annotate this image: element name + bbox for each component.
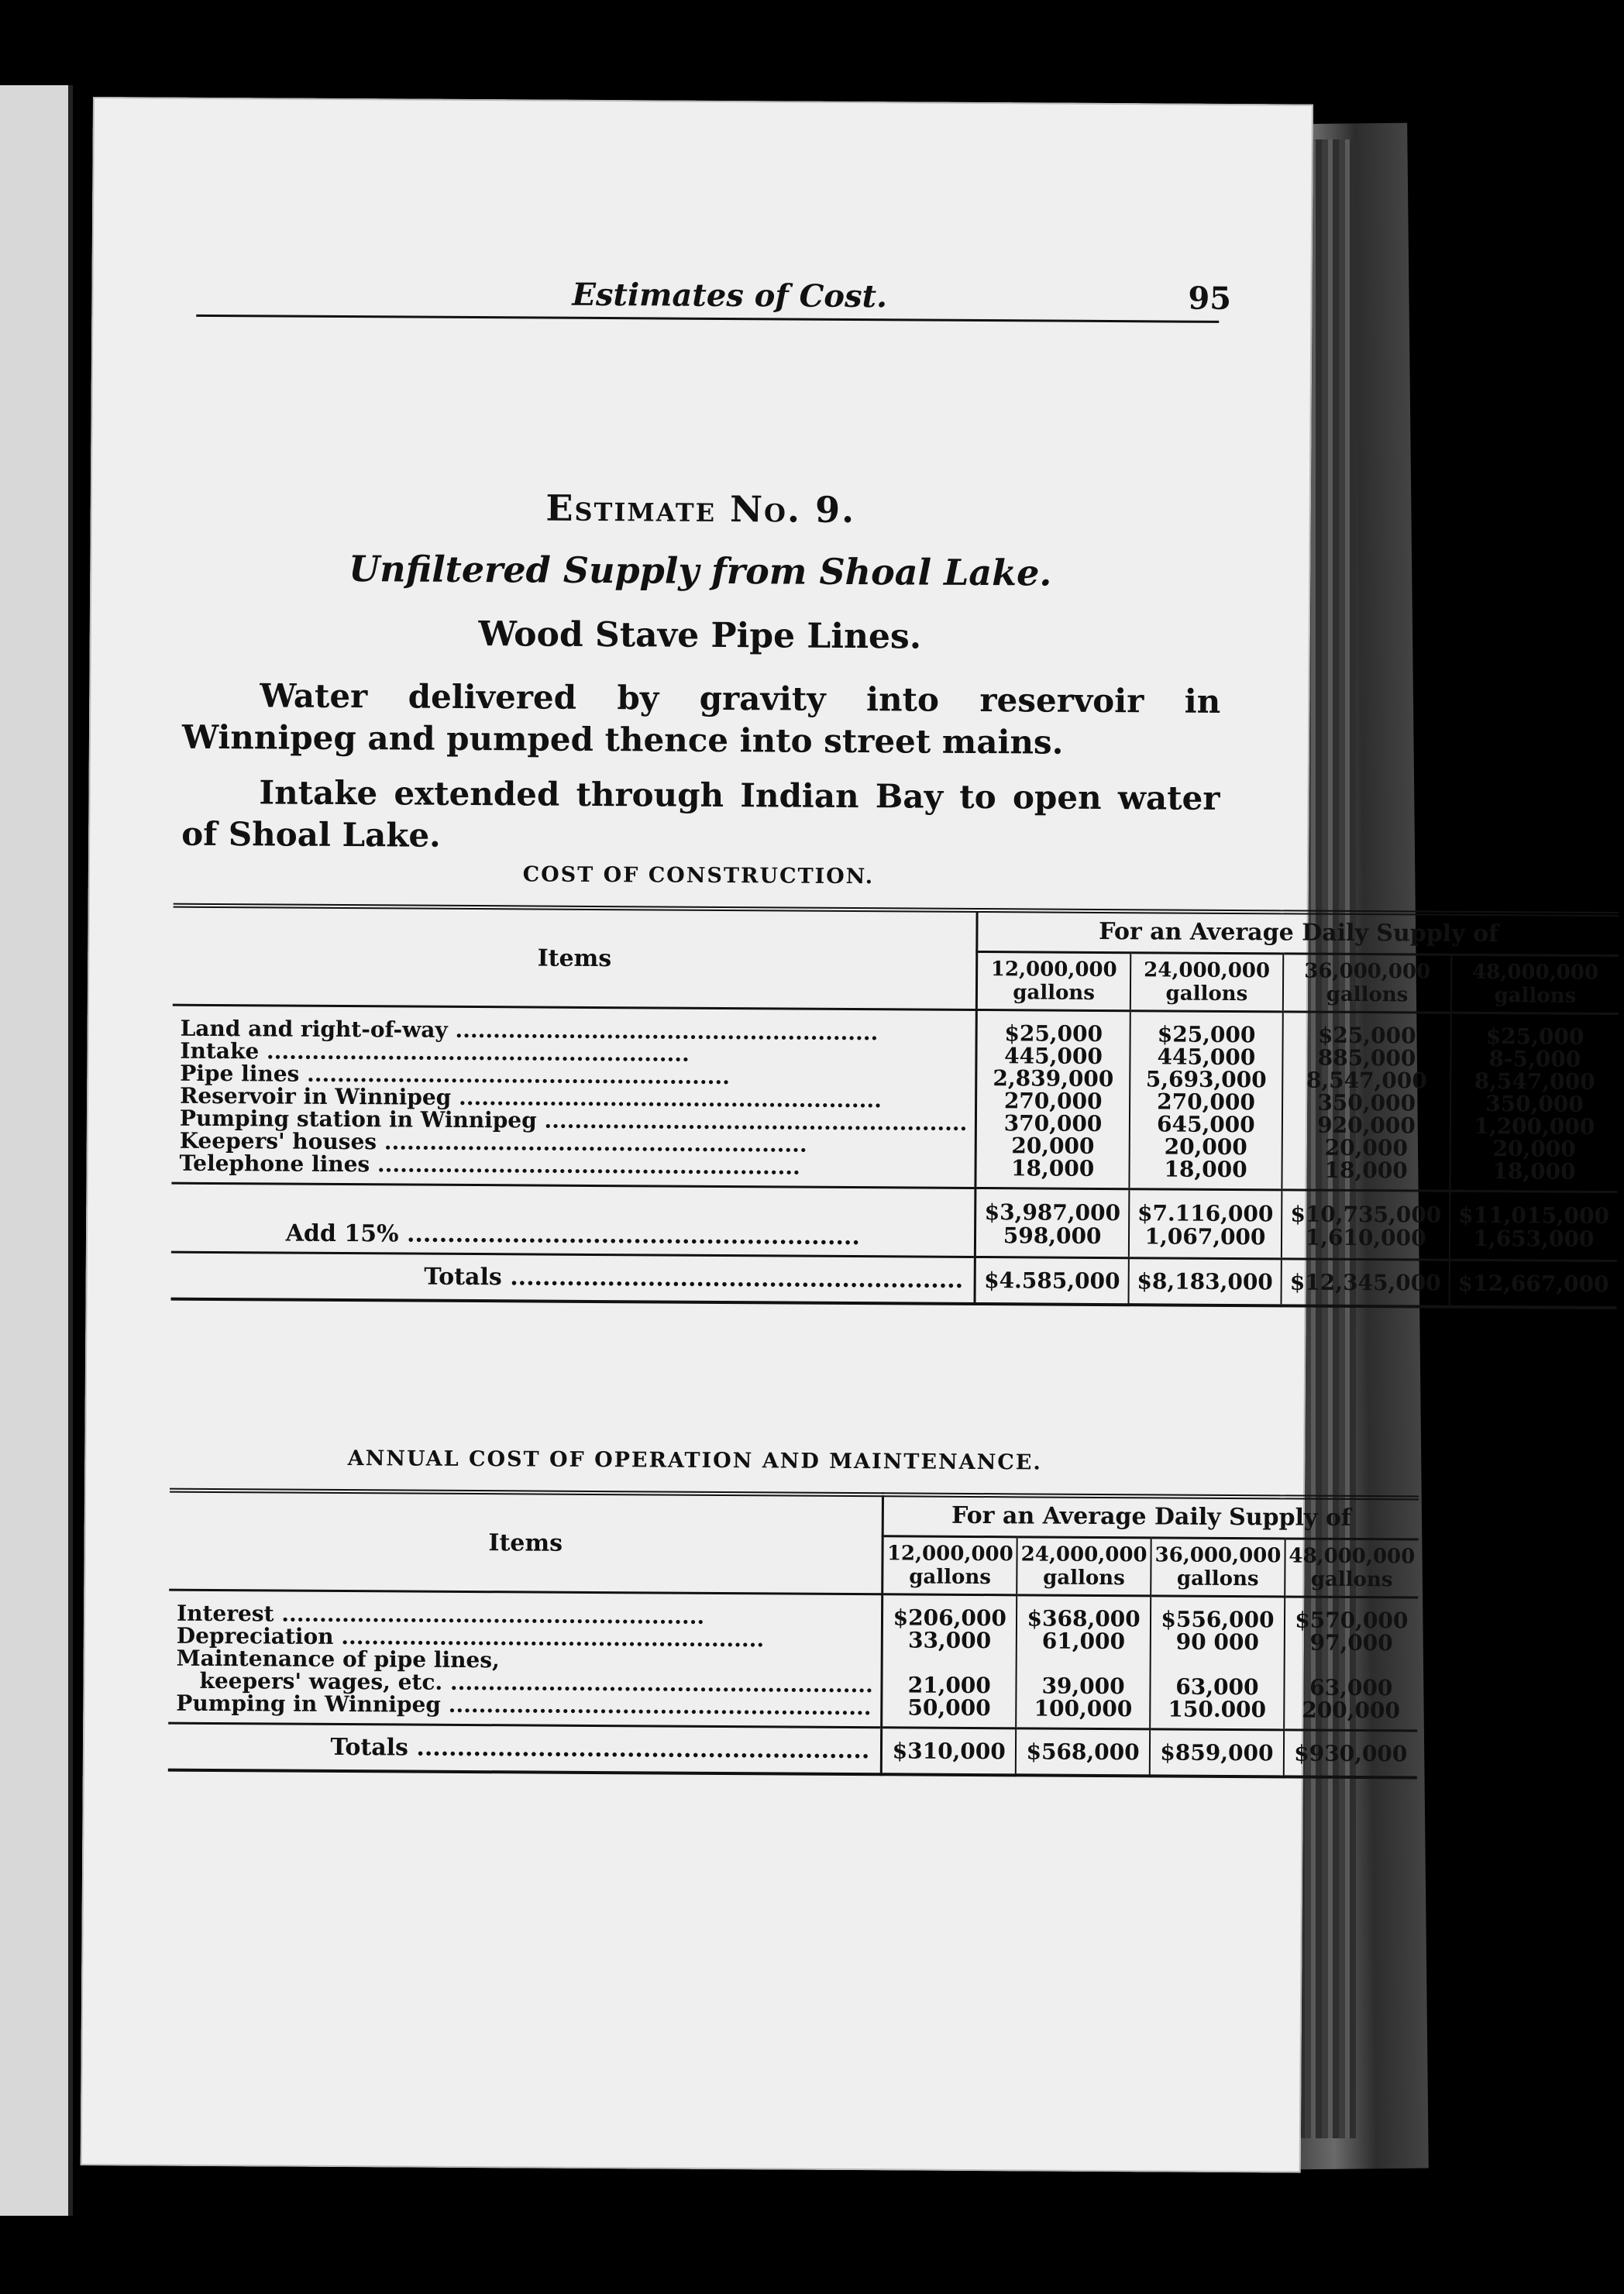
totals-label: Totals ..... (330, 1734, 869, 1764)
cell-value: 5,693,000 (1145, 1066, 1267, 1093)
cell-value: 200,000 (1302, 1697, 1401, 1724)
cell-value: 270,000 (1003, 1088, 1103, 1114)
cell-value: 97,000 (1309, 1629, 1393, 1656)
cell-value: 2,839,000 (993, 1065, 1114, 1092)
column-values (975, 1009, 1130, 1188)
item-label: Pumping in Winnipeg ..... (176, 1692, 873, 1718)
cell-value: 445,000 (1157, 1044, 1256, 1071)
cell-value: 150.000 (1168, 1696, 1267, 1723)
column-header: 12,000,000 gallons (977, 951, 1130, 1010)
cell-value: 20,000 (1492, 1136, 1576, 1162)
intake-paragraph: Intake extended through Indian Bay to open water of Shoal Lake. (181, 773, 1220, 855)
total-value: $310,000 (882, 1728, 1017, 1776)
totals-label: Totals ..... (424, 1264, 963, 1294)
total-value: $4.585,000 (975, 1257, 1128, 1305)
item-label: Interest ..... (177, 1602, 874, 1628)
cell-value: 39,000 (1041, 1673, 1125, 1700)
estimate-subtitle: Unfiltered Supply from Shoal Lake. (348, 548, 1052, 594)
items-header: Items (173, 906, 978, 1010)
item-label: Keepers' houses ..... (180, 1130, 968, 1157)
subtotal-value: $10,735,000 (1290, 1201, 1442, 1228)
column-values (1016, 1595, 1151, 1729)
total-value: $568,000 (1016, 1728, 1150, 1776)
totals-row (171, 1252, 1617, 1308)
cell-value: 350,000 (1317, 1089, 1416, 1116)
cell-value: 18,000 (1324, 1157, 1408, 1184)
construction-cost-table (171, 903, 1619, 1309)
totals-row (168, 1723, 1417, 1777)
header-rule (196, 315, 1219, 323)
table-row (171, 1005, 1618, 1192)
column-values (1282, 1012, 1451, 1191)
supply-group-header: For an Average Daily Supply of (1099, 917, 1499, 948)
column-header: 48,000,000 gallons (1451, 954, 1619, 1013)
total-value: $930,000 (1284, 1730, 1417, 1778)
supply-group-header: For an Average Daily Supply of (951, 1501, 1351, 1532)
cell-value: 20,000 (1164, 1133, 1247, 1161)
cell-value (1159, 1653, 1276, 1676)
subtotal-value: $3,987,000 (984, 1199, 1121, 1226)
cell-value: 33,000 (907, 1627, 992, 1654)
book-page (81, 97, 1610, 2173)
column-header: 24,000,000 gallons (1130, 953, 1284, 1012)
addition-value: 1,653,000 (1473, 1225, 1595, 1252)
column-values (882, 1594, 1017, 1728)
total-value: $8,183,000 (1128, 1258, 1282, 1306)
cell-value: 350,000 (1485, 1091, 1584, 1117)
cell-value: 8,547,000 (1474, 1068, 1595, 1095)
cell-value: 20,000 (1011, 1133, 1095, 1159)
column-header: 36,000,000 gallons (1151, 1538, 1285, 1597)
total-value: $859,000 (1150, 1729, 1284, 1777)
page-number: 95 (1188, 280, 1232, 317)
column-values (1150, 1596, 1285, 1730)
item-label: Reservoir in Winnipeg ..... (180, 1085, 968, 1112)
cell-value: 370,000 (1003, 1110, 1103, 1137)
cell-value: 920,000 (1317, 1112, 1416, 1139)
cell-value: $25,000 (1157, 1021, 1256, 1048)
column-header: 36,000,000 gallons (1283, 954, 1451, 1013)
subtotal-row (171, 1183, 1617, 1260)
description-paragraph: Water delivered by gravity into reservoir in Winnipeg and pumped thence into street mains. (181, 676, 1221, 762)
cell-value: $570,000 (1295, 1607, 1409, 1634)
cell-value (1292, 1653, 1409, 1677)
cell-value: 21,000 (907, 1672, 991, 1699)
cell-value: 50,000 (907, 1694, 991, 1721)
cell-value: 18,000 (1492, 1158, 1576, 1185)
cell-value: 8,547,000 (1306, 1067, 1427, 1094)
cell-value: 645,000 (1156, 1111, 1255, 1138)
column-values (1284, 1597, 1418, 1731)
column-header: 48,000,000 gallons (1285, 1539, 1418, 1598)
cell-value: 18,000 (1164, 1156, 1247, 1183)
cell-value: 61,000 (1041, 1628, 1126, 1655)
item-label: Land and right-of-way ..... (181, 1017, 969, 1044)
cell-value: 63,000 (1175, 1673, 1259, 1701)
facing-page-edge (0, 85, 73, 2216)
column-values (1450, 1013, 1618, 1192)
pipe-heading: Wood Stave Pipe Lines. (478, 614, 922, 657)
total-value: $12,345,000 (1282, 1259, 1450, 1307)
item-labels (168, 1590, 883, 1728)
column-values (1129, 1011, 1283, 1190)
cell-value: 885,000 (1317, 1044, 1416, 1071)
cell-value: 18,000 (1011, 1155, 1095, 1181)
cell-value: 20,000 (1324, 1134, 1408, 1161)
estimate-title: Estimate No. 9. (545, 487, 856, 531)
cell-value (891, 1651, 1008, 1674)
column-header: 24,000,000 gallons (1017, 1537, 1151, 1596)
item-label: Depreciation ..... (177, 1625, 874, 1651)
cell-value: 445,000 (1004, 1043, 1103, 1069)
subtotal-value: $7.116,000 (1137, 1200, 1274, 1227)
item-label: keepers' wages, etc. ..... (176, 1670, 873, 1696)
cell-value: 270,000 (1157, 1089, 1255, 1116)
cell-value (1025, 1652, 1142, 1675)
addition-value: 1,067,000 (1144, 1223, 1266, 1250)
add-percent-label: Add 15% ..... (286, 1220, 860, 1251)
item-label: Telephone lines ..... (180, 1152, 968, 1179)
item-label: Intake ..... (180, 1040, 968, 1067)
cell-value: 8-5,000 (1488, 1046, 1581, 1072)
cell-value: $25,000 (1485, 1023, 1584, 1050)
subtotal-value: $11,015,000 (1458, 1202, 1610, 1229)
item-label: Pipe lines ..... (180, 1062, 968, 1089)
cell-value: $25,000 (1004, 1020, 1103, 1047)
cell-value: $368,000 (1027, 1605, 1141, 1632)
table-row (168, 1590, 1418, 1731)
addition-value: 1,610,000 (1305, 1224, 1426, 1251)
operation-heading: ANNUAL COST OF OPERATION AND MAINTENANCE. (347, 1446, 1042, 1475)
total-value: $12,667,000 (1449, 1260, 1616, 1308)
item-label: Pumping station in Winnipeg ..... (180, 1107, 968, 1134)
operation-cost-table (168, 1488, 1419, 1780)
item-labels (171, 1005, 976, 1188)
cell-value: $206,000 (893, 1604, 1006, 1632)
cell-value: $556,000 (1161, 1606, 1275, 1633)
addition-value: 598,000 (1003, 1223, 1102, 1249)
cell-value: 90 000 (1175, 1628, 1259, 1656)
items-header: Items (169, 1491, 883, 1594)
column-header: 12,000,000 gallons (883, 1536, 1017, 1595)
cell-value: 63,000 (1309, 1674, 1393, 1701)
running-head: Estimates of Cost. (572, 276, 888, 315)
item-label: Maintenance of pipe lines, (176, 1645, 500, 1673)
cell-value: 100,000 (1034, 1695, 1133, 1722)
cell-value: 1,200,000 (1474, 1113, 1595, 1140)
construction-heading: COST OF CONSTRUCTION. (522, 862, 875, 889)
cell-value: $25,000 (1317, 1022, 1416, 1049)
